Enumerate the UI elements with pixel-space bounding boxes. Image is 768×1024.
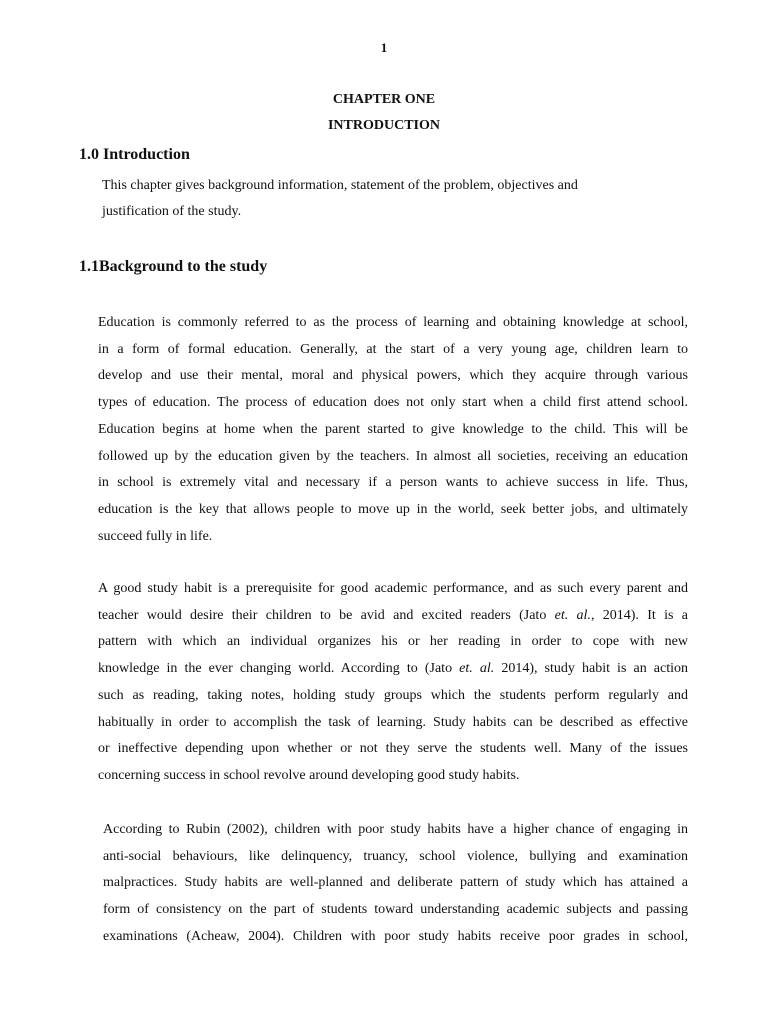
- text-line: concerning success in school revolve around developing good study habits.: [98, 767, 520, 783]
- text-line: Education is commonly referred to as the process of learning and obtaining knowledge at school,: [98, 315, 688, 330]
- text-line: malpractices. Study habits are well-planned and deliberate pattern of study which has attained a: [103, 875, 688, 891]
- chapter-title: CHAPTER ONE: [332, 92, 436, 107]
- text-line: followed up by the education given by the teachers. In almost all societies, receiving an education: [98, 448, 688, 464]
- text-line: in a form of formal education. Generally, at the start of a very young age, children learn to: [98, 341, 688, 357]
- chapter-subtitle: INTRODUCTION: [327, 118, 440, 133]
- background-paragraph-2: [98, 576, 688, 790]
- text-line: form of consistency on the part of students toward understanding academic subjects and passing: [103, 902, 688, 918]
- text-line: such as reading, taking notes, holding study groups which the students perform regularly and: [98, 687, 688, 703]
- text-line: teacher would desire their children to be avid and excited readers (Jato et. al., 2014). It is a: [98, 607, 688, 623]
- text-line: knowledge in the ever changing world. According to (Jato et. al. 2014), study habit is an action: [98, 661, 688, 677]
- text-line: education is the key that allows people to move up in the world, seek better jobs, and ultimately: [98, 501, 688, 517]
- section-heading-background: 1.1Background to the study: [79, 258, 268, 275]
- text-line: justification of the study.: [102, 204, 242, 219]
- section-heading-introduction: 1.0 Introduction: [79, 146, 190, 163]
- text-line: Education begins at home when the parent started to give knowledge to the child. This will be: [98, 421, 688, 437]
- text-line: succeed fully in life.: [98, 528, 213, 544]
- text-line: develop and use their mental, moral and physical powers, which they acquire through various: [98, 368, 688, 384]
- text-line: habitually in order to accomplish the task of learning. Study habits can be described as effective: [98, 714, 688, 730]
- text-line: This chapter gives background information, statement of the problem, objectives and: [102, 178, 578, 193]
- text-line: in school is extremely vital and necessary if a person wants to achieve success in life. Thus,: [98, 475, 688, 491]
- introduction-paragraph: [102, 173, 642, 225]
- page-number: 1: [380, 40, 388, 55]
- text-line: anti-social behaviours, like delinquency, truancy, school violence, bullying and examination: [103, 848, 688, 864]
- text-line: A good study habit is a prerequisite for good academic performance, and as such every parent and: [98, 581, 688, 596]
- text-line: pattern with which an individual organizes his or her reading in order to cope with new: [98, 634, 688, 650]
- text-line: or ineffective depending upon whether or not they serve the students well. Many of the issues: [98, 741, 688, 757]
- text-line: According to Rubin (2002), children with poor study habits have a higher chance of engaging in: [103, 822, 688, 837]
- background-paragraph-3: [103, 817, 688, 951]
- text-line: examinations (Acheaw, 2004). Children with poor study habits receive poor grades in school,: [103, 928, 688, 944]
- background-paragraph-1: [98, 310, 688, 550]
- text-line: types of education. The process of education does not only start when a child first attend school.: [98, 395, 688, 411]
